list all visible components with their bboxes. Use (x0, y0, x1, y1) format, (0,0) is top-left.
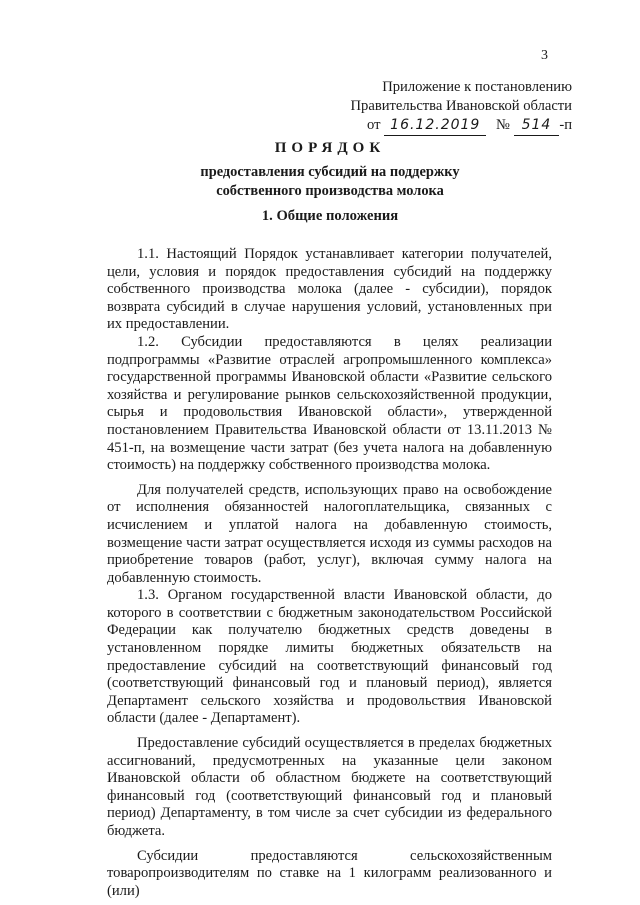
subtitle-line-2: собственного производства молока (216, 183, 444, 199)
page-number: 3 (541, 48, 548, 63)
subtitle-line-1: предоставления субсидий на поддержку (200, 164, 460, 180)
from-label: от (367, 117, 381, 133)
paragraph-1-1: 1.1. Настоящий Порядок устанавливает категории получателей, цели, условия и порядок предоставления субсидий на поддержку собственного производства молока (далее - субсидии), порядок возврата субсидий в случае нарушения условий, установленных при их предоставлении. (107, 246, 552, 333)
appendix-line-2: Правительства Ивановской области (350, 98, 572, 114)
paragraph-1-2: 1.2. Субсидии предоставляются в целях реализации подпрограммы «Развитие отраслей агропромышленного комплекса» государственной программы Ивановской области «Развитие сельского хозяйства и регулирование рынков сельскохозяйственной продукции, сырья и продовольствия Ивановской области», утвержденной постановлением Правительства Ивановской области от 13.11.2013 № 451-п, на возмещение части затрат (без учета налога на добавленную стоимость) на поддержку собственного производства молока. (107, 333, 552, 474)
document-body (107, 246, 552, 900)
paragraph-vat-exempt: Для получателей средств, использующих право на освобождение от исполнения обязанностей налогоплательщика, связанных с исчислением и уплатой налога на добавленную стоимость, возмещение части затрат осуществляется исходя из суммы расходов на приобретение товаров (работ, услуг), включая сумму налога на добавленную стоимость. (107, 481, 552, 586)
number-label: № (496, 117, 510, 133)
document-title: ПОРЯДОК (274, 140, 386, 156)
paragraph-rate: Субсидии предоставляются сельскохозяйственным товаропроизводителям по ставке на 1 килограмм реализованного и (или) (107, 847, 552, 899)
handwritten-number: 514 (514, 116, 560, 136)
appendix-line-1: Приложение к постановлению (382, 79, 572, 95)
appendix-line-3 (342, 116, 572, 136)
appendix-header (342, 78, 572, 136)
number-suffix: -п (559, 117, 572, 133)
section-heading: 1. Общие положения (261, 208, 399, 224)
document-subtitle (100, 163, 560, 201)
paragraph-1-3: 1.3. Органом государственной власти Ивановской области, до которого в соответствии с бюджетным законодательством Российской Федерации как получателю бюджетных средств доведены в установленном порядке лимиты бюджетных обязательств на предоставление субсидий на соответствующий финансовый год (соответствующий финансовый год и плановый период), является Департамент сельского хозяйства и продовольствия Ивановской области (далее - Департамент). (107, 587, 552, 727)
paragraph-budget: Предоставление субсидий осуществляется в пределах бюджетных ассигнований, предусмотренных на указанные цели законом Ивановской области об областном бюджете на соответствующий финансовый год (соответствующий финансовый год и плановый период) Департаменту, в том числе за счет субсидии из федерального бюджета. (107, 735, 552, 839)
handwritten-date: 16.12.2019 (384, 116, 486, 136)
